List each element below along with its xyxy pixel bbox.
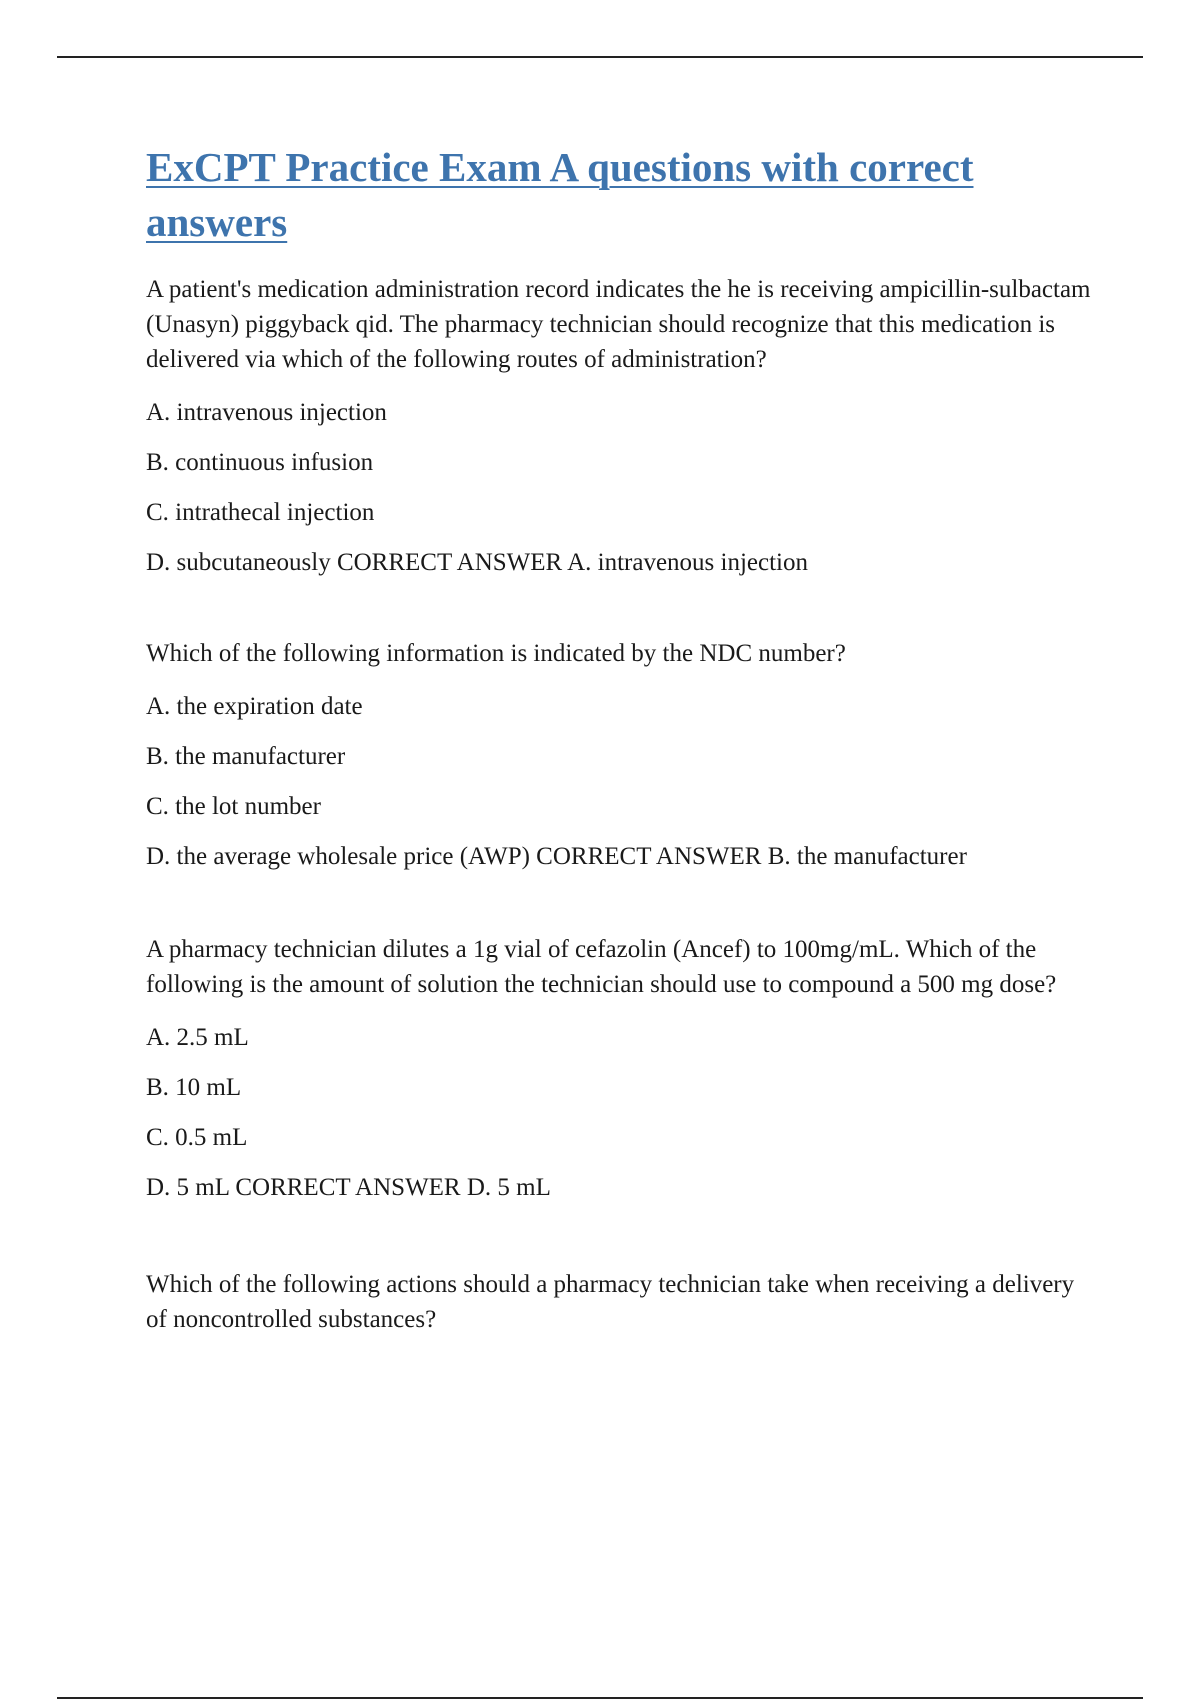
answer-option: A. 2.5 mL [146,1024,249,1051]
answer-option: C. 0.5 mL [146,1124,248,1151]
document-title: ExCPT Practice Exam A questions with correct answers [146,144,974,245]
footer-rule [57,1697,1143,1699]
answer-option-with-correct-answer: D. the average wholesale price (AWP) CORRECT ANSWER B. the manufacturer [146,843,967,870]
answer-option: B. the manufacturer [146,743,346,770]
question-block-1 [146,272,1091,580]
question-block-2 [146,636,1091,874]
document-body [146,140,1091,1393]
question-block-3 [146,932,1091,1205]
question-text: Which of the following actions should a pharmacy technician take when receiving a delivery of noncontrolled substances? [146,1271,1075,1333]
answer-option: C. intrathecal injection [146,499,375,526]
answer-option: B. continuous infusion [146,449,374,476]
answer-option: C. the lot number [146,793,321,820]
answer-option: A. intravenous injection [146,399,387,426]
answer-option: B. 10 mL [146,1074,242,1101]
question-text: A patient's medication administration record indicates the he is receiving ampicillin-sulbactam (Unasyn) piggyback qid. The pharmacy technician should recognize that this medication is delivered via which of the following routes of administration? [146,276,1091,373]
question-text: A pharmacy technician dilutes a 1g vial of cefazolin (Ancef) to 100mg/mL. Which of the following is the amount of solution the technician should use to compound a 500 mg dose? [146,936,1057,998]
answer-option-with-correct-answer: D. 5 mL CORRECT ANSWER D. 5 mL [146,1174,551,1201]
answer-option: A. the expiration date [146,693,363,720]
answer-option-with-correct-answer: D. subcutaneously CORRECT ANSWER A. intravenous injection [146,549,808,576]
question-block-4 [146,1267,1091,1337]
header-rule [57,56,1143,58]
question-text: Which of the following information is indicated by the NDC number? [146,640,846,667]
